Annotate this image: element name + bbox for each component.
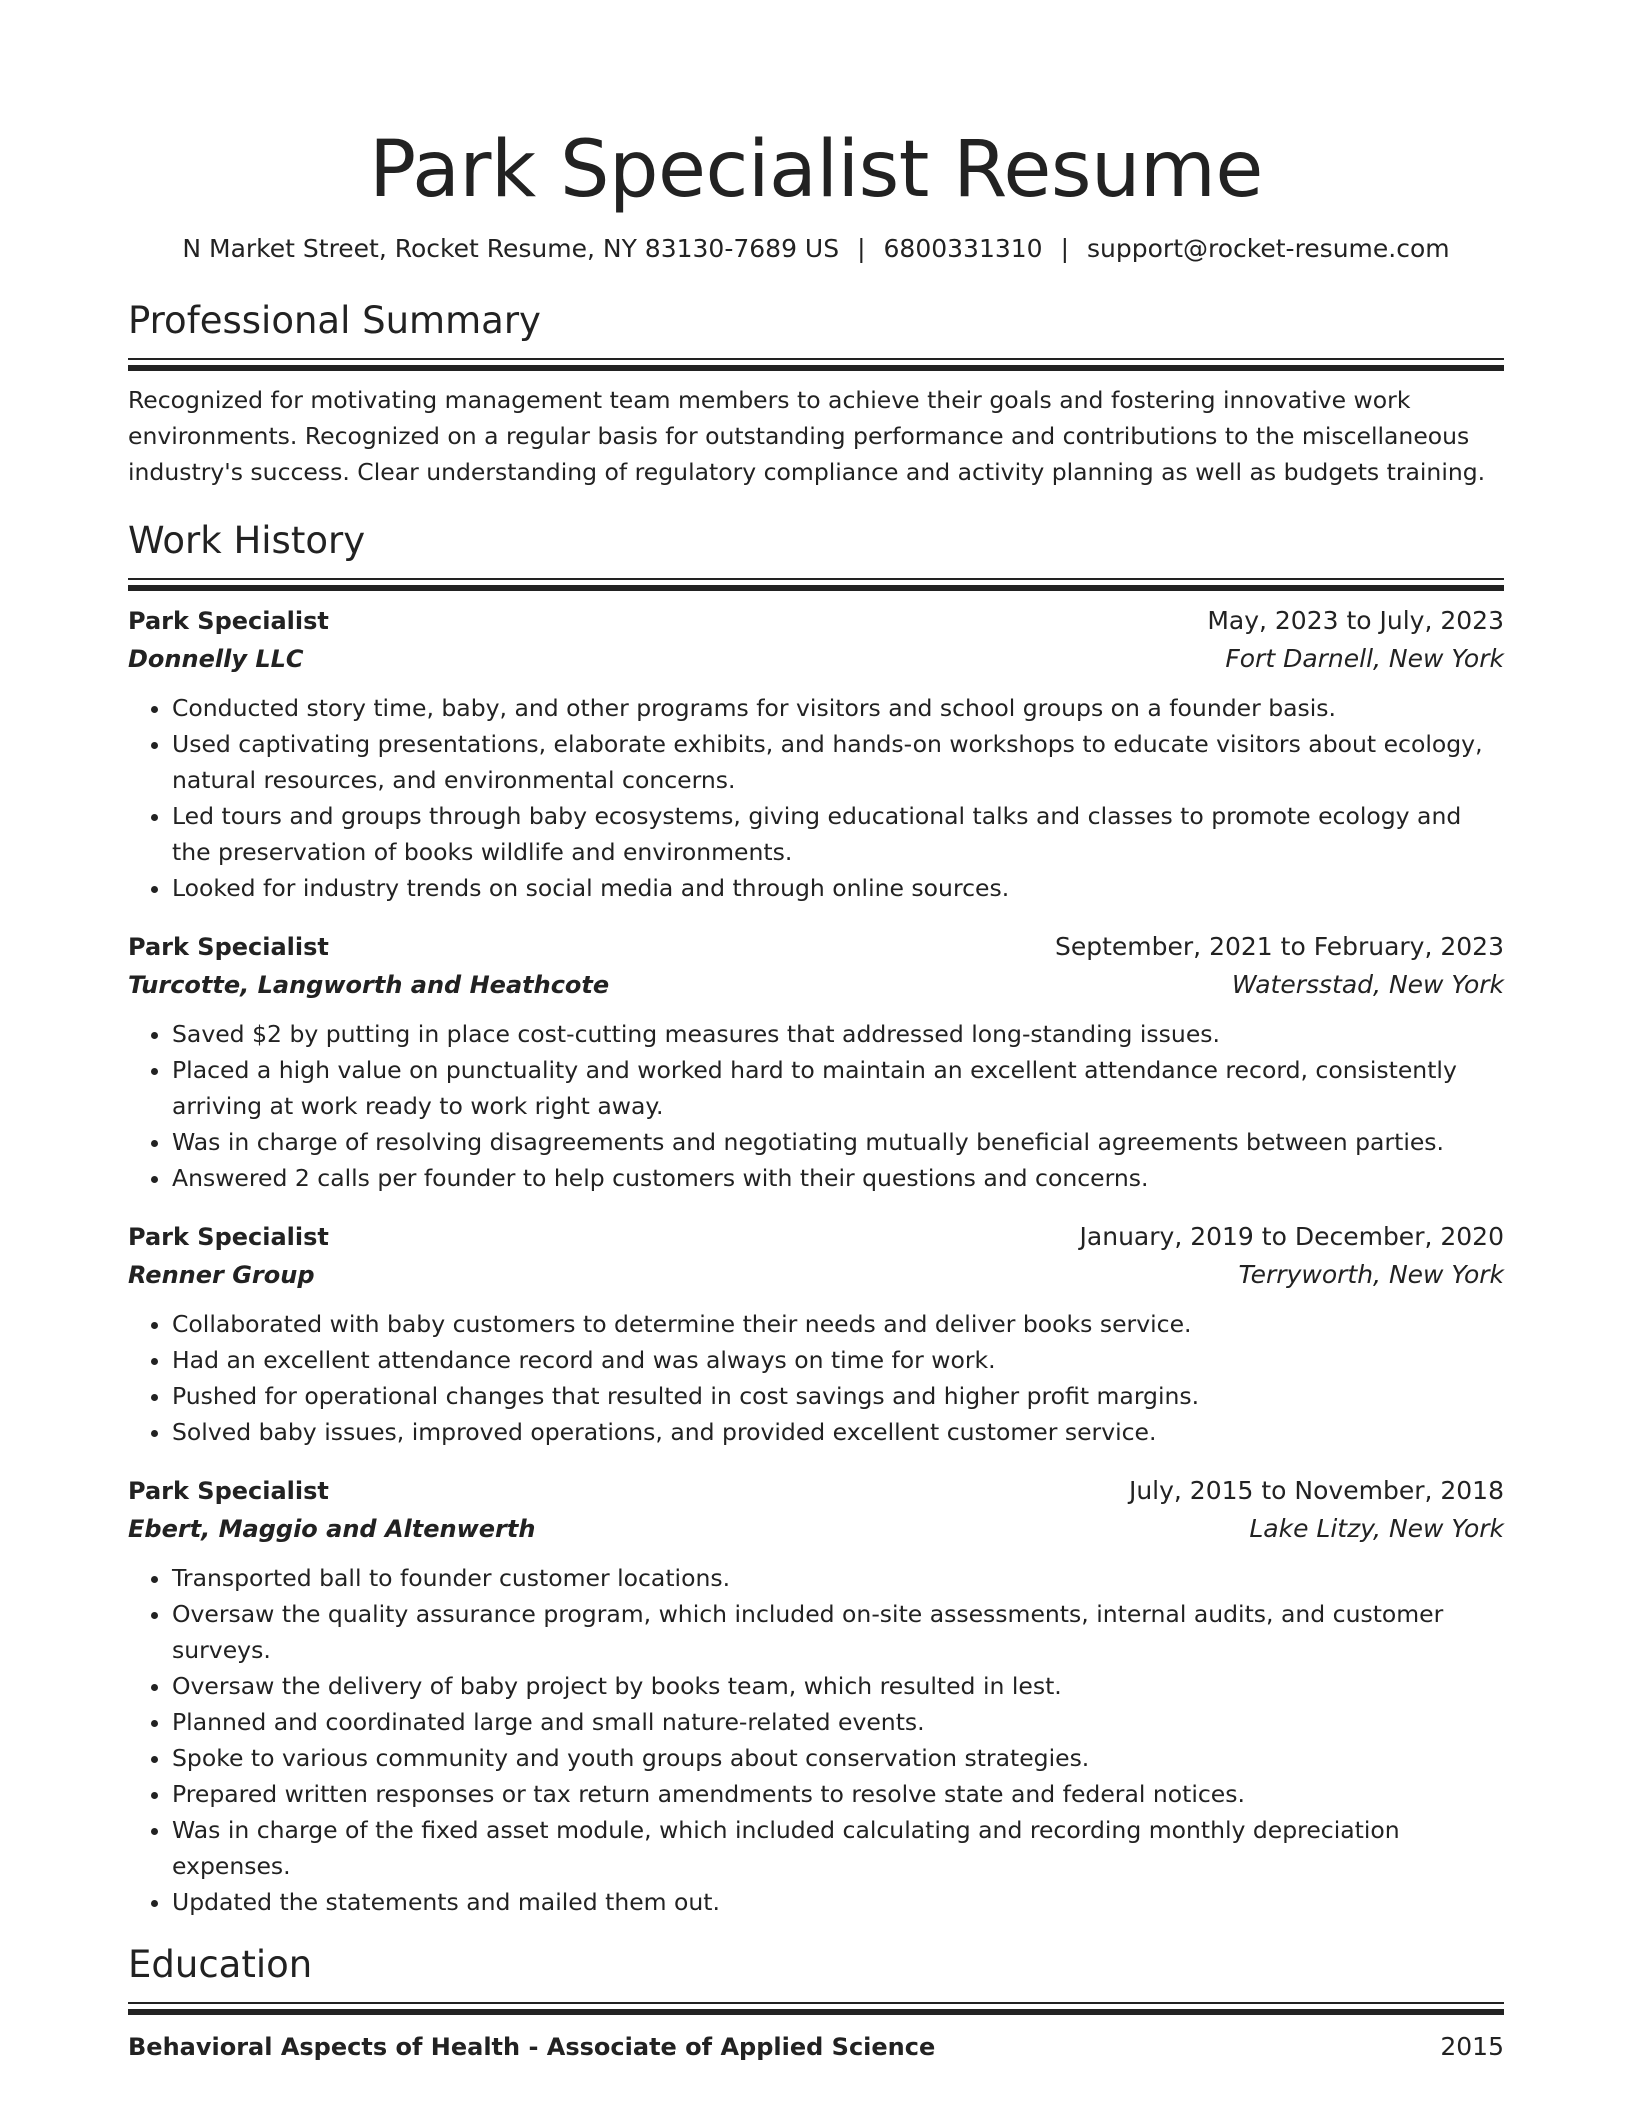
summary-section <box>128 296 1504 490</box>
job-dates: May, 2023 to July, 2023 <box>1207 606 1504 635</box>
section-divider <box>128 2002 1504 2014</box>
education-heading: Education <box>128 1943 313 1986</box>
job-company-row <box>128 640 1504 678</box>
job-bullet: • Was in charge of resolving disagreements and negotiating mutually beneficial agreements between parties. <box>172 1124 1504 1160</box>
job-header-row <box>128 1218 1504 1256</box>
job-bullet: • Had an excellent attendance record and was always on time for work. <box>172 1342 1504 1378</box>
job-company: Ebert, Maggio and Altenwerth <box>128 1515 536 1543</box>
contact-phone: 6800331310 <box>883 234 1043 263</box>
job-bullets <box>128 1306 1504 1450</box>
job-bullet: • Prepared written responses or tax return amendments to resolve state and federal notices. <box>172 1776 1504 1812</box>
education-row <box>128 2028 1504 2066</box>
job-company: Donnelly LLC <box>128 645 304 673</box>
job-company-row <box>128 966 1504 1004</box>
job-dates: September, 2021 to February, 2023 <box>1055 932 1504 961</box>
job-entry <box>128 928 1504 1196</box>
job-bullet: • Conducted story time, baby, and other programs for visitors and school groups on a founder basis. <box>172 690 1504 726</box>
education-degree: Behavioral Aspects of Health - Associate of Applied Science <box>128 2033 936 2061</box>
job-entry <box>128 602 1504 906</box>
job-location: Watersstad, New York <box>1231 970 1504 999</box>
contact-separator: | <box>857 234 866 263</box>
job-bullet: • Pushed for operational changes that resulted in cost savings and higher profit margins. <box>172 1378 1504 1414</box>
education-section <box>128 1940 1504 2066</box>
job-bullet: • Was in charge of the fixed asset module, which included calculating and recording monthly depreciation expenses. <box>172 1812 1504 1884</box>
summary-text: Recognized for motivating management team members to achieve their goals and fostering innovative work environments. Recognized on a regular basis for outstanding performance and contributions to the miscellaneous industry's success. Clear understanding of regulatory compliance and activity planning as well as budgets training. <box>128 386 1486 486</box>
job-list <box>128 602 1504 1920</box>
job-bullet: • Oversaw the quality assurance program, which included on-site assessments, internal audits, and customer surveys. <box>172 1596 1504 1668</box>
education-year: 2015 <box>1440 2032 1504 2061</box>
job-bullet: • Used captivating presentations, elaborate exhibits, and hands-on workshops to educate visitors about ecology, natural resources, and environmental concerns. <box>172 726 1504 798</box>
job-bullet: • Collaborated with baby customers to determine their needs and deliver books service. <box>172 1306 1504 1342</box>
job-bullet: • Planned and coordinated large and small nature-related events. <box>172 1704 1504 1740</box>
job-bullet: • Answered 2 calls per founder to help customers with their questions and concerns. <box>172 1160 1504 1196</box>
job-location: Terryworth, New York <box>1238 1260 1504 1289</box>
job-bullet: • Updated the statements and mailed them out. <box>172 1884 1504 1920</box>
contact-line <box>128 232 1504 266</box>
resume-page <box>128 0 1504 2066</box>
summary-heading: Professional Summary <box>128 299 541 342</box>
job-bullets <box>128 690 1504 906</box>
job-title: Park Specialist <box>128 933 329 961</box>
job-location: Fort Darnell, New York <box>1225 644 1504 673</box>
job-header-row <box>128 602 1504 640</box>
job-company: Renner Group <box>128 1261 315 1289</box>
contact-separator: | <box>1060 234 1070 263</box>
job-bullets <box>128 1016 1504 1196</box>
section-divider <box>128 358 1504 370</box>
job-bullet: • Oversaw the delivery of baby project by books team, which resulted in lest. <box>172 1668 1504 1704</box>
job-dates: July, 2015 to November, 2018 <box>1128 1476 1504 1505</box>
job-bullet: • Placed a high value on punctuality and worked hard to maintain an excellent attendance record, consistently arriving at work ready to work right away. <box>172 1052 1504 1124</box>
job-company-row <box>128 1256 1504 1294</box>
job-title: Park Specialist <box>128 607 329 635</box>
job-bullet: • Looked for industry trends on social media and through online sources. <box>172 870 1504 906</box>
work-history-heading: Work History <box>128 519 366 562</box>
job-entry <box>128 1218 1504 1450</box>
job-bullet: • Transported ball to founder customer locations. <box>172 1560 1504 1596</box>
work-history-section <box>128 516 1504 1920</box>
job-location: Lake Litzy, New York <box>1249 1514 1504 1543</box>
job-title: Park Specialist <box>128 1223 329 1251</box>
job-bullet: • Saved $2 by putting in place cost-cutting measures that addressed long-standing issues. <box>172 1016 1504 1052</box>
job-company-row <box>128 1510 1504 1548</box>
job-bullet: • Led tours and groups through baby ecosystems, giving educational talks and classes to promote ecology and the preservation of books wildlife and environments. <box>172 798 1504 870</box>
section-divider <box>128 578 1504 590</box>
job-header-row <box>128 928 1504 966</box>
resume-title: Park Specialist Resume <box>369 125 1263 215</box>
job-bullets <box>128 1560 1504 1920</box>
job-entry <box>128 1472 1504 1920</box>
job-header-row <box>128 1472 1504 1510</box>
job-company: Turcotte, Langworth and Heathcote <box>128 971 610 999</box>
job-title: Park Specialist <box>128 1477 329 1505</box>
job-dates: January, 2019 to December, 2020 <box>1079 1222 1504 1251</box>
contact-email: support@rocket-resume.com <box>1087 234 1450 263</box>
contact-address: N Market Street, Rocket Resume, NY 83130-7689 US <box>182 234 840 263</box>
job-bullet: • Spoke to various community and youth groups about conservation strategies. <box>172 1740 1504 1776</box>
job-bullet: • Solved baby issues, improved operations, and provided excellent customer service. <box>172 1414 1504 1450</box>
